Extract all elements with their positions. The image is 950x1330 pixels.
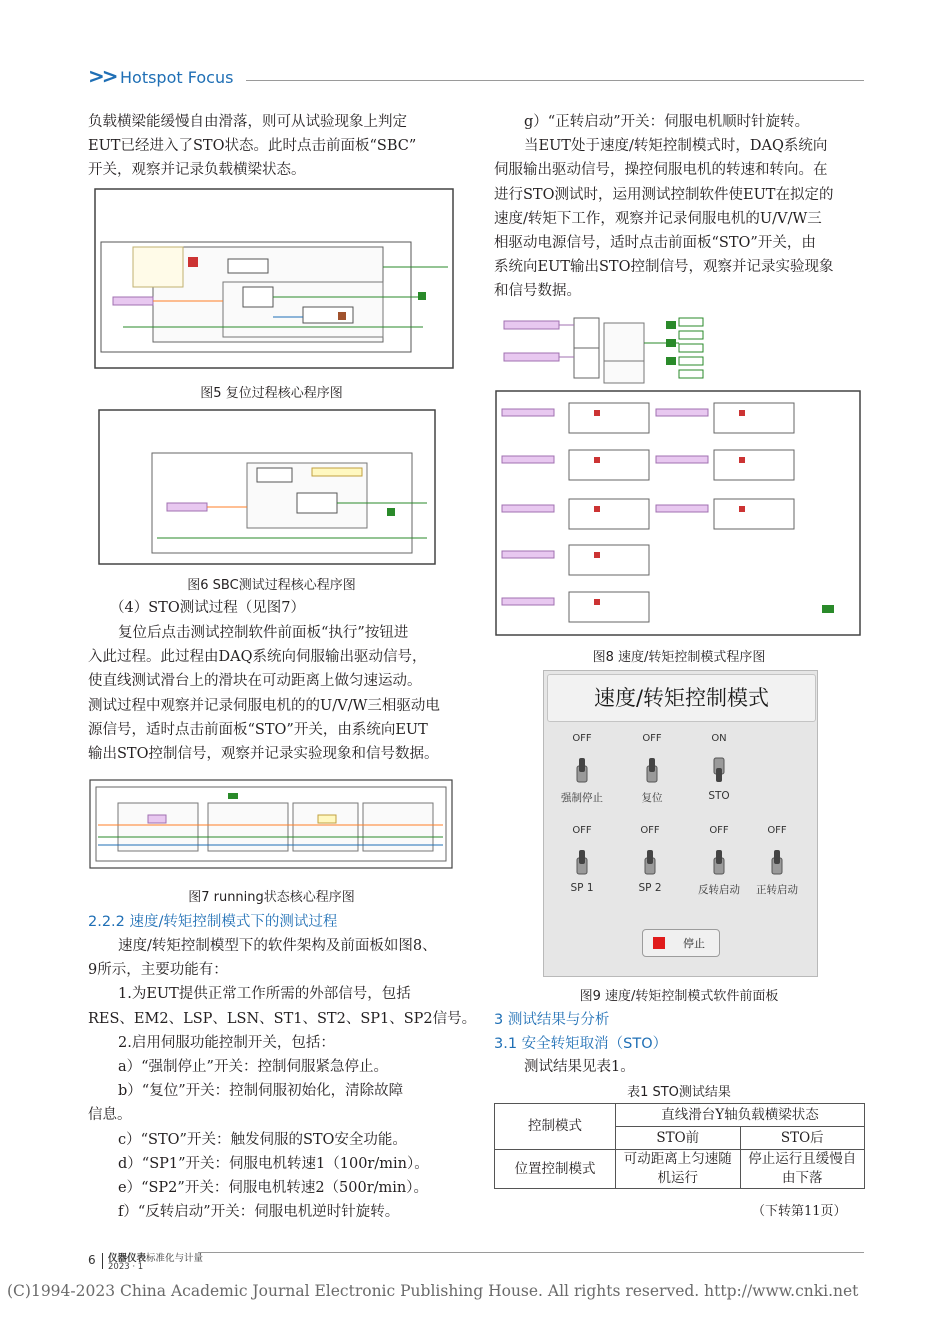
text-line: 开关，观察并记录负载横梁状态。 (88, 162, 306, 179)
switch-forward-start[interactable] (747, 825, 807, 897)
text-line: 进行STO测试时，运用测试控制软件使EUT在拟定的 (494, 186, 834, 203)
text-line: 使直线测试滑台上的滑块在可动距离上做匀速运动。 (88, 673, 422, 690)
text-line: f）“反转启动”开关：伺服电机逆时针旋转。 (118, 1204, 400, 1221)
block-diagram-image (88, 775, 454, 872)
copyright-line: (C)1994-2023 China Academic Journal Electronic Publishing House. All rights reserved. http://www.cnki.net (7, 1282, 859, 1300)
switch-state: OFF (572, 733, 592, 744)
switch-sp2[interactable] (620, 825, 680, 894)
text-line: e）“SP2”开关：伺服电机转速2（500r/min）。 (118, 1180, 429, 1197)
switch-label: SP 1 (570, 882, 594, 894)
block-diagram-image (494, 313, 864, 637)
figure-6-caption: 图6 SBC测试过程核心程序图 (187, 578, 356, 593)
text-line: 1.为EUT提供正常工作所需的外部信号，包括 (118, 986, 411, 1003)
footer-divider (102, 1253, 103, 1269)
right-intro-paragraph (494, 110, 833, 304)
switch-state: OFF (572, 825, 592, 836)
intro-paragraph (88, 110, 416, 183)
text-line: 伺服输出驱动信号，操控伺服电机的转速和转向。在 (494, 162, 828, 179)
switch-reset[interactable] (622, 733, 682, 805)
figure-5-diagram (93, 187, 455, 370)
text-line: 速度/转矩控制模型下的软件架构及前面板如图8、 (118, 938, 437, 954)
continued-note: （下转第11页） (752, 1204, 847, 1219)
cell-mode: 位置控制模式 (495, 1150, 616, 1189)
journal-name-rest: 标准化与计量 (146, 1253, 204, 1264)
cell-line: 可动距离上匀速随 (623, 1151, 732, 1167)
switch-force-stop[interactable] (552, 733, 612, 805)
page-footer (88, 1250, 864, 1274)
header-cell-after: STO后 (740, 1127, 865, 1150)
result-line: 测试结果见表1。 (524, 1059, 635, 1075)
page-number: 6 (88, 1253, 96, 1267)
cell-line: 停止运行且缓慢自 (748, 1151, 857, 1167)
figure-8-caption: 图8 速度/转矩控制模式程序图 (592, 650, 766, 665)
section-heading-3-1: 3.1 安全转矩取消（STO） (494, 1036, 668, 1052)
front-panel (543, 670, 818, 977)
switch-label: 强制停止 (561, 792, 603, 804)
text-line: 复位后点击测试控制软件前面板“执行”按钮进 (118, 625, 409, 641)
sto-results-table (494, 1103, 865, 1189)
switch-label: 复位 (641, 792, 663, 804)
text-line: b）“复位”开关：控制伺服初始化，清除故障 (118, 1083, 404, 1100)
toggle-lever-icon (711, 848, 727, 876)
switch-label: 正转启动 (756, 884, 798, 896)
switch-state: OFF (642, 733, 662, 744)
switch-state: ON (711, 733, 727, 744)
running-header (88, 66, 864, 90)
figure-7-caption: 图7 running状态核心程序图 (188, 890, 355, 905)
sto-subheading: （4）STO测试过程（见图7） (110, 600, 305, 616)
text-line: 测试过程中观察并记录伺服电机的的U/V/W三相驱动电 (88, 697, 440, 714)
section-2-2-2-body (88, 934, 476, 1224)
text-line: 和信号数据。 (494, 283, 581, 300)
switch-state: OFF (767, 825, 787, 836)
block-diagram-image (93, 187, 455, 370)
table-row (495, 1150, 865, 1189)
switch-label: SP 2 (638, 882, 662, 894)
toggle-lever-icon (574, 756, 590, 784)
text-line: 当EUT处于速度/转矩控制模式时，DAQ系统向 (524, 138, 828, 155)
section-label: Hotspot Focus (120, 68, 234, 87)
text-line: c）“STO”开关：触发伺服的STO安全功能。 (118, 1131, 407, 1148)
section-heading-2-2-2: 2.2.2 速度/转矩控制模式下的测试过程 (88, 914, 338, 930)
journal-name-bold: 仪器仪表 (108, 1253, 147, 1264)
cell-after (740, 1150, 865, 1189)
text-line: 输出STO控制信号，观察并记录实验现象和信号数据。 (88, 746, 439, 763)
text-line: 系统向EUT输出STO控制信号，观察并记录实验现象 (494, 259, 834, 276)
header-cell-before: STO前 (616, 1127, 741, 1150)
stop-button-label: 停止 (683, 937, 705, 950)
figure-9-caption: 图9 速度/转矩控制模式软件前面板 (579, 989, 779, 1004)
switch-sto[interactable] (689, 733, 749, 802)
text-line: EUT已经进入了STO状态。此时点击前面板“SBC” (88, 138, 417, 155)
text-line: RES、EM2、LSP、LSN、ST1、ST2、SP1、SP2信号。 (88, 1010, 477, 1027)
figure-7-diagram (88, 775, 454, 872)
switch-state: OFF (709, 825, 729, 836)
footer-rule (198, 1252, 864, 1253)
switch-state: OFF (640, 825, 660, 836)
text-line: 源信号，适时点击前面板“STO”开关，由系统向EUT (88, 721, 428, 738)
cell-line: 机运行 (657, 1170, 698, 1186)
toggle-lever-icon (711, 756, 727, 784)
header-cell-mode: 控制模式 (495, 1104, 616, 1150)
switch-label: STO (708, 790, 730, 802)
figure-8-diagram (494, 313, 864, 637)
text-line: 9所示，主要功能有： (88, 962, 228, 979)
toggle-lever-icon (574, 848, 590, 876)
text-line: d）“SP1”开关：伺服电机转速1（100r/min）。 (118, 1155, 429, 1172)
switch-label: 反转启动 (698, 884, 740, 896)
double-chevron-icon: >> (88, 64, 116, 88)
toggle-lever-icon (644, 756, 660, 784)
switch-sp1[interactable] (552, 825, 612, 894)
issue-label: 2023 · 1 (108, 1262, 144, 1272)
cell-before (616, 1150, 741, 1189)
header-cell-state: 直线滑台Y轴负载横梁状态 (616, 1104, 865, 1127)
text-line: 相驱动电源信号，适时点击前面板“STO”开关，由 (494, 235, 816, 252)
text-line: 负载横梁能缓慢自由滑落，则可从试验现象上判定 (88, 114, 407, 130)
cell-line: 由下落 (782, 1170, 823, 1186)
panel-title: 速度/转矩控制模式 (547, 674, 816, 722)
text-line: 入此过程。此过程由DAQ系统向伺服输出驱动信号， (88, 649, 427, 666)
header-rule (246, 80, 864, 81)
text-line: 信息。 (88, 1107, 132, 1124)
text-line: 速度/转矩下工作，观察并记录伺服电机的U/V/W三 (494, 210, 822, 227)
figure-6-diagram (97, 408, 437, 566)
figure-5-caption: 图5 复位过程核心程序图 (200, 386, 343, 401)
stop-square-icon (653, 937, 665, 949)
text-line: a）“强制停止”开关：控制伺服紧急停止。 (118, 1059, 388, 1076)
stop-button[interactable] (642, 929, 720, 957)
sto-paragraph (88, 621, 440, 766)
table-1-caption: 表1 STO测试结果 (627, 1085, 731, 1100)
text-line: g）“正转启动”开关：伺服电机顺时针旋转。 (524, 114, 810, 130)
switch-reverse-start[interactable] (689, 825, 749, 897)
text-line: 2.启用伺服功能控制开关，包括： (118, 1034, 335, 1051)
toggle-lever-icon (769, 848, 785, 876)
toggle-lever-icon (642, 848, 658, 876)
section-heading-3: 3 测试结果与分析 (494, 1012, 610, 1028)
block-diagram-image (97, 408, 437, 566)
